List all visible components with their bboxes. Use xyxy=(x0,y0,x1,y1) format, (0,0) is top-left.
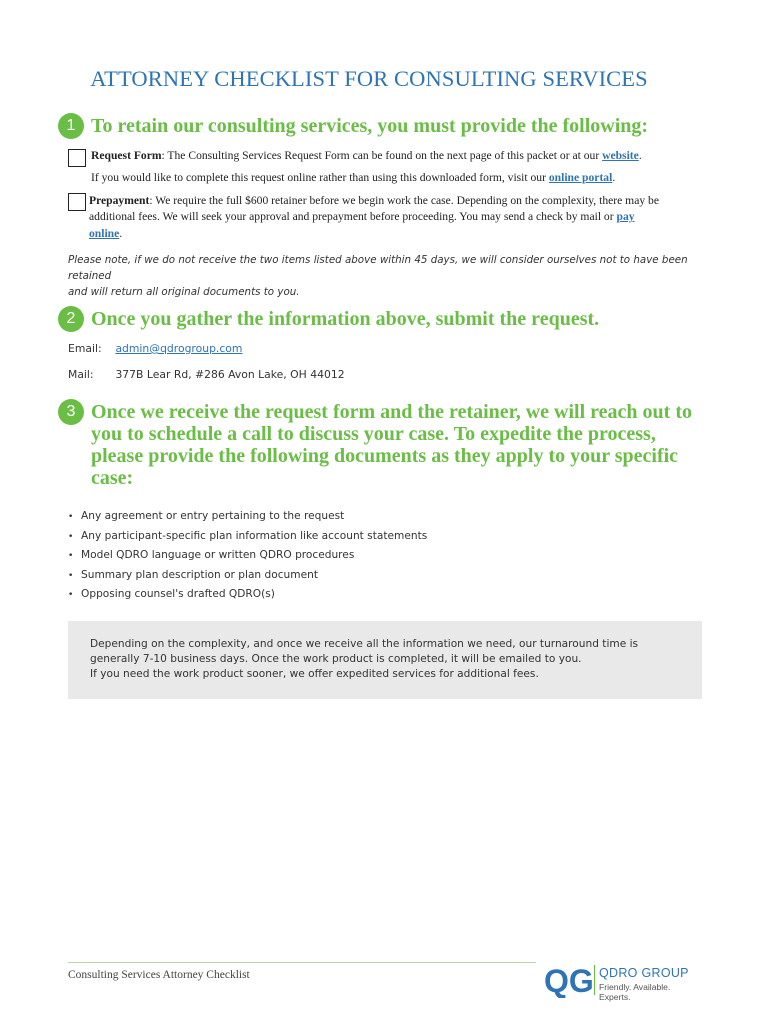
step-1-badge: 1 xyxy=(58,113,84,139)
prepayment-text-1: : We require the full $600 retainer before we begin work the case. Depending on the complexity, there may be xyxy=(149,194,659,207)
step-3-heading-line: case: xyxy=(91,467,134,489)
prepayment-item-line-2 xyxy=(89,208,709,225)
step-2-heading: Once you gather the information above, submit the request. xyxy=(91,308,600,330)
list-item-text: Any agreement or entry pertaining to the request xyxy=(81,510,345,522)
logo-separator xyxy=(594,965,595,995)
qdro-group-logo xyxy=(544,962,704,1000)
step-3-heading xyxy=(91,401,692,489)
list-item-text: Any participant-specific plan information like account statements xyxy=(81,529,428,542)
email-row xyxy=(68,342,242,355)
logo-tagline: Friendly. Available. Experts. xyxy=(599,982,671,1002)
prepayment-end: . xyxy=(119,227,123,240)
prepayment-text-2: additional fees. We will seek your approval and prepayment before proceeding. You may send a check by mail or xyxy=(89,210,617,223)
step-3-heading-line: Once we receive the request form and the retainer, we will reach out to xyxy=(91,401,692,423)
request-form-checkbox[interactable] xyxy=(68,149,86,167)
note-line: Please note, if we do not receive the two items listed above within 45 days, we will consider ourselves not to have been retained xyxy=(68,254,688,282)
request-form-label: Request Form xyxy=(91,149,162,162)
list-item-text: Summary plan description or plan document xyxy=(81,568,318,581)
step-3-heading-line: you to schedule a call to discuss your case. To expedite the process, xyxy=(91,423,656,445)
note-line: and will return all original documents to you. xyxy=(68,286,300,298)
online-portal-text: If you would like to complete this request online rather than using this downloaded form, visit our xyxy=(91,171,549,184)
prepayment-checkbox[interactable] xyxy=(68,193,86,211)
documents-list xyxy=(68,508,427,606)
online-portal-item xyxy=(91,169,711,186)
logo-name: QDRO GROUP xyxy=(599,966,689,980)
email-label: Email: xyxy=(68,342,102,355)
info-box-text xyxy=(90,637,690,683)
list-item: • Summary plan description or plan document xyxy=(68,568,318,581)
pay-online-link-2[interactable]: online xyxy=(89,227,120,240)
list-item-text: Model QDRO language or written QDRO procedures xyxy=(81,549,355,562)
list-item-text: Opposing counsel's drafted QDRO(s) xyxy=(81,588,275,601)
step-3-badge: 3 xyxy=(58,399,84,425)
list-item: • Any agreement or entry pertaining to the request xyxy=(68,510,345,522)
mail-address: 377B Lear Rd, #286 Avon Lake, OH 44012 xyxy=(115,368,345,381)
request-form-text: : The Consulting Services Request Form can be found on the next page of this packet or at our xyxy=(161,149,603,162)
turnaround-info-box xyxy=(68,621,702,699)
info-line: If you need the work product sooner, we offer expedited services for additional fees. xyxy=(90,668,539,681)
prepayment-label: Prepayment xyxy=(89,194,150,207)
logo-mark-text: QG xyxy=(544,963,594,998)
list-item: • Any participant-specific plan information like account statements xyxy=(68,529,428,542)
email-link[interactable]: admin@qdrogroup.com xyxy=(115,342,243,355)
list-item: • Model QDRO language or written QDRO procedures xyxy=(68,549,355,562)
online-portal-end: . xyxy=(612,171,616,184)
prepayment-item-line-3 xyxy=(89,225,709,242)
step-3-heading-line: please provide the following documents as they apply to your specific xyxy=(91,445,679,467)
retention-note xyxy=(68,252,708,300)
qg-logo-mark xyxy=(544,962,594,998)
website-link[interactable]: website xyxy=(602,149,639,162)
prepayment-item xyxy=(89,192,709,209)
info-line: Depending on the complexity, and once we receive all the information we need, our turnaround time is xyxy=(90,638,639,650)
page-title: ATTORNEY CHECKLIST FOR CONSULTING SERVICES xyxy=(90,66,648,91)
mail-row xyxy=(68,368,345,381)
step-2-badge: 2 xyxy=(58,306,84,332)
request-form-end: . xyxy=(638,149,642,162)
request-form-item xyxy=(91,147,711,164)
online-portal-link[interactable]: online portal xyxy=(548,171,613,184)
footer-divider xyxy=(68,962,536,963)
pay-online-link-1[interactable]: pay xyxy=(616,210,635,223)
step-1-heading: To retain our consulting services, you must provide the following: xyxy=(91,115,649,137)
list-item: • Opposing counsel's drafted QDRO(s) xyxy=(68,588,275,601)
footer-title: Consulting Services Attorney Checklist xyxy=(68,969,250,981)
mail-label: Mail: xyxy=(68,368,94,381)
info-line: generally 7-10 business days. Once the work product is completed, it will be emailed to you. xyxy=(90,653,582,666)
